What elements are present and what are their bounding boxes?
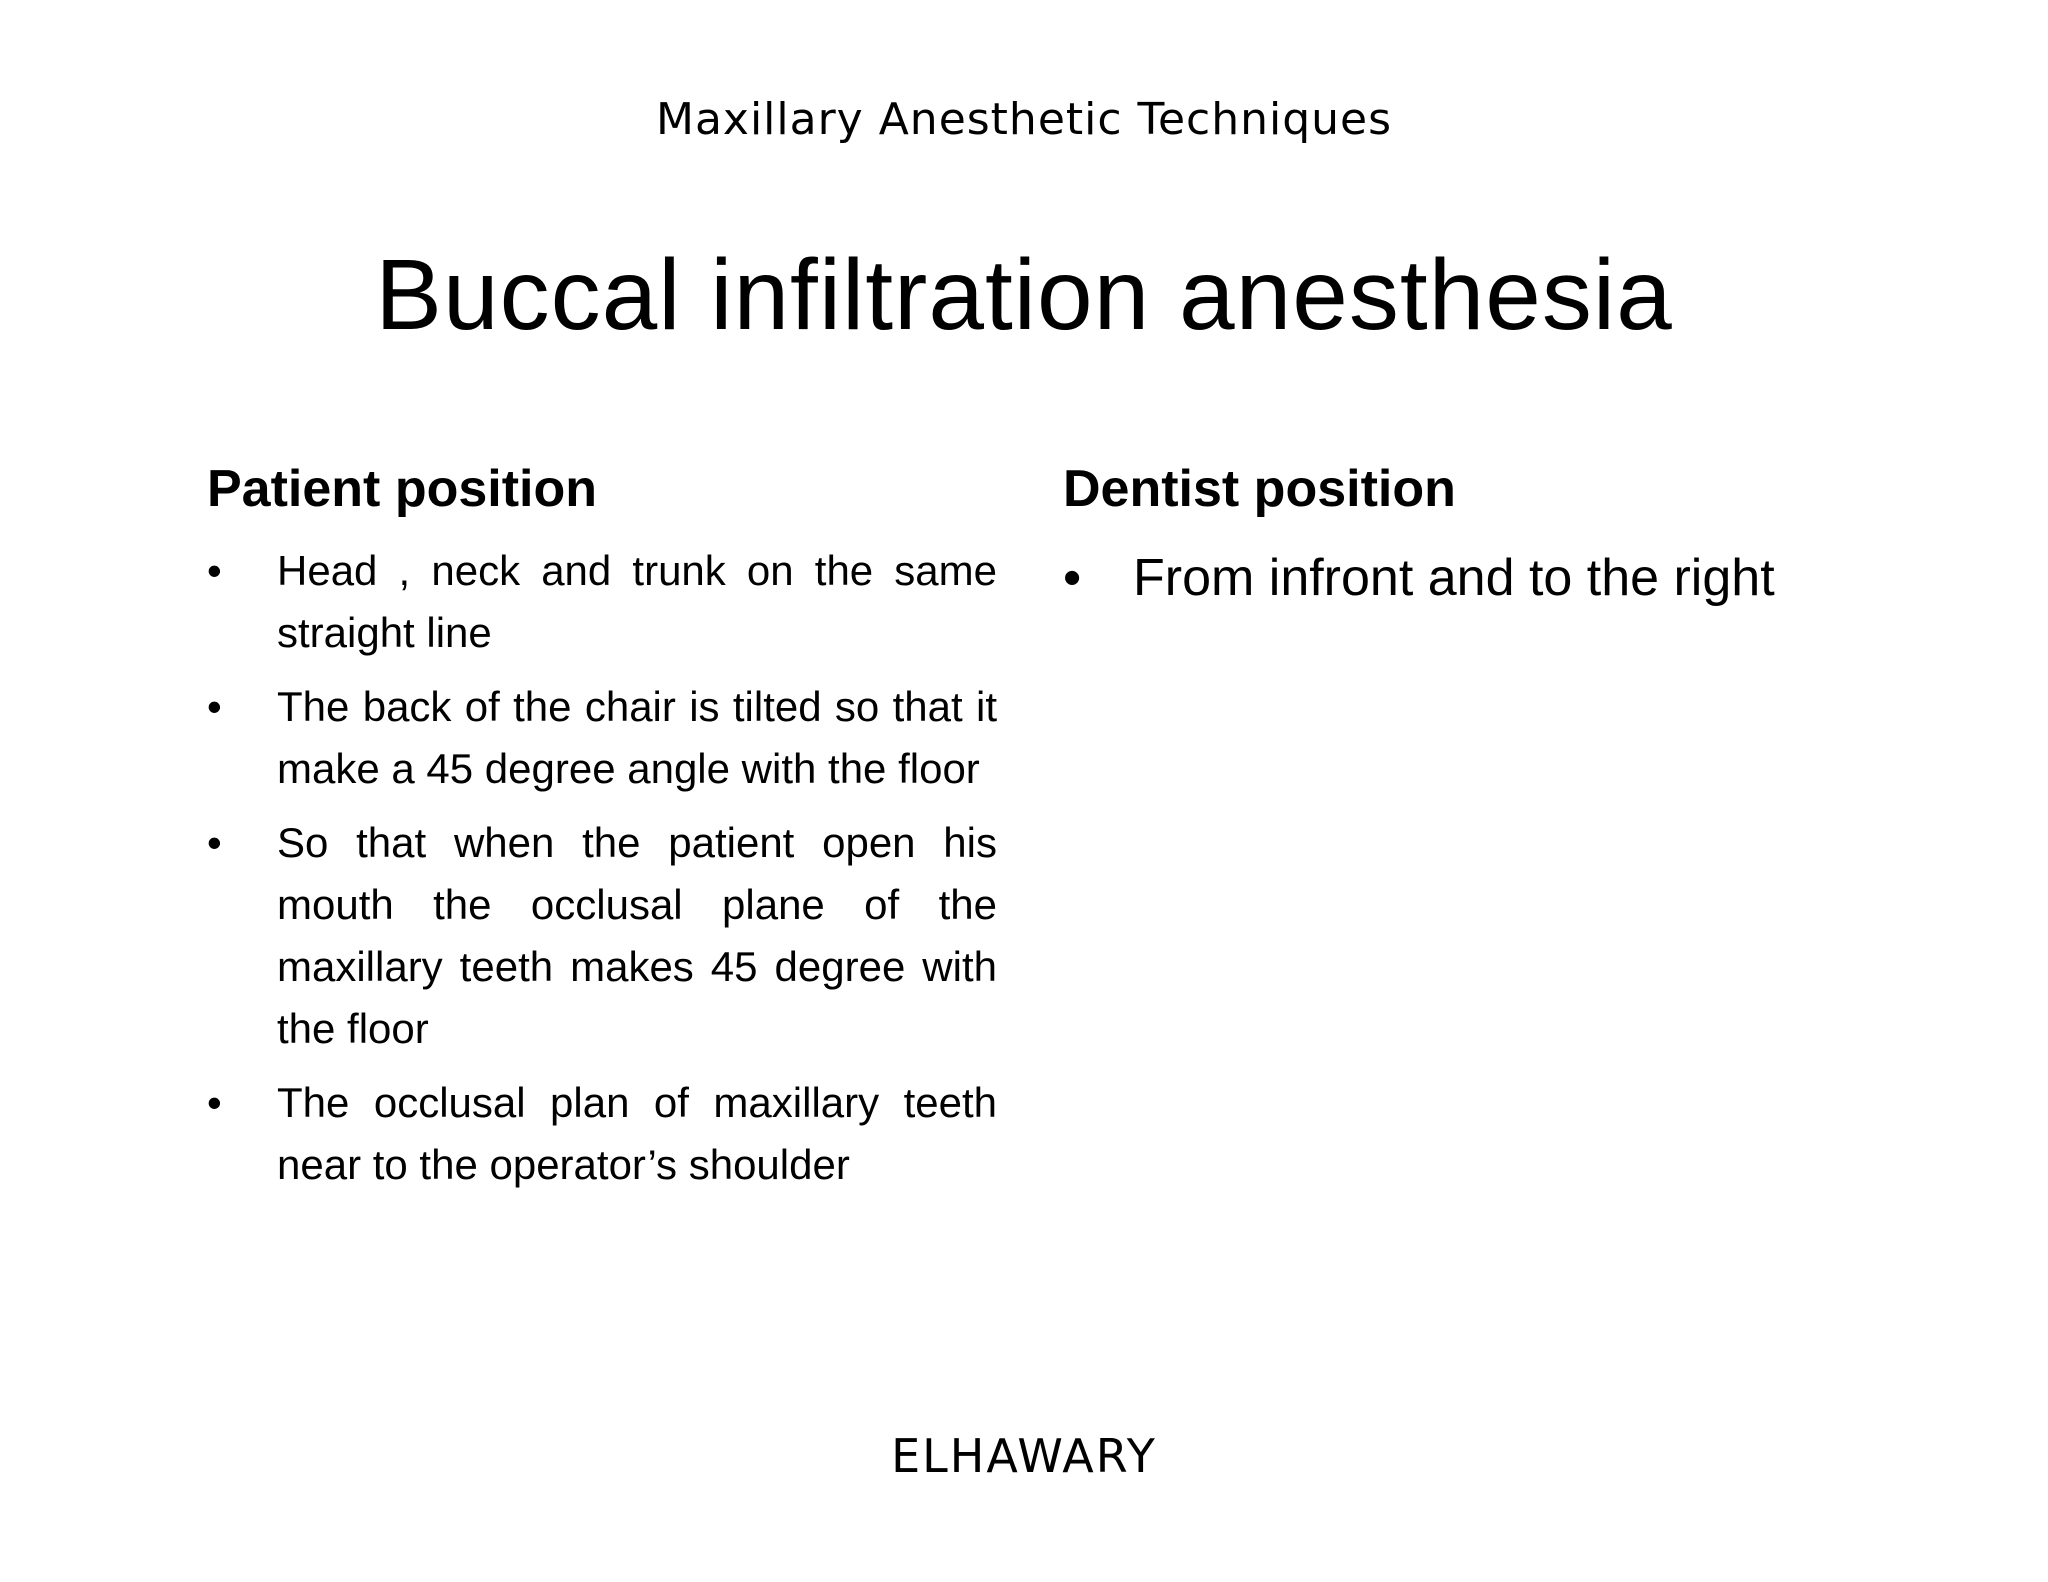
patient-position-heading: Patient position [207, 460, 597, 518]
bullet-icon: • [1063, 549, 1082, 608]
slide-footer: ELHAWARY [891, 1429, 1157, 1483]
dentist-position-heading: Dentist position [1063, 460, 1456, 518]
bullet-icon: • [207, 683, 222, 731]
list-item-text: The back of the chair is tilted so that it make a 45 degree angle with the floor [277, 683, 997, 793]
dentist-position-list [1063, 540, 1853, 616]
patient-position-list [207, 540, 997, 1196]
list-item [207, 812, 997, 1060]
patient-position-column [207, 458, 997, 1208]
bullet-icon: • [207, 547, 222, 595]
list-item-text: The occlusal plan of maxillary teeth near to the operator’s shoulder [277, 1079, 997, 1189]
bullet-icon: • [207, 819, 222, 867]
list-item [1063, 540, 1853, 616]
list-item [207, 1072, 997, 1196]
bullet-icon: • [207, 1079, 222, 1127]
slide-title: Buccal infiltration anesthesia [375, 239, 1673, 351]
list-item-text: From infront and to the right [1133, 549, 1775, 608]
dentist-position-column [1063, 458, 1853, 616]
list-item [207, 540, 997, 664]
list-item [207, 676, 997, 800]
slide-header: Maxillary Anesthetic Techniques [655, 94, 1393, 145]
list-item-text: So that when the patient open his mouth the occlusal plane of the maxillary teeth makes 45 degree with the floor [277, 819, 997, 1053]
list-item-text: Head , neck and trunk on the same straight line [277, 547, 997, 657]
